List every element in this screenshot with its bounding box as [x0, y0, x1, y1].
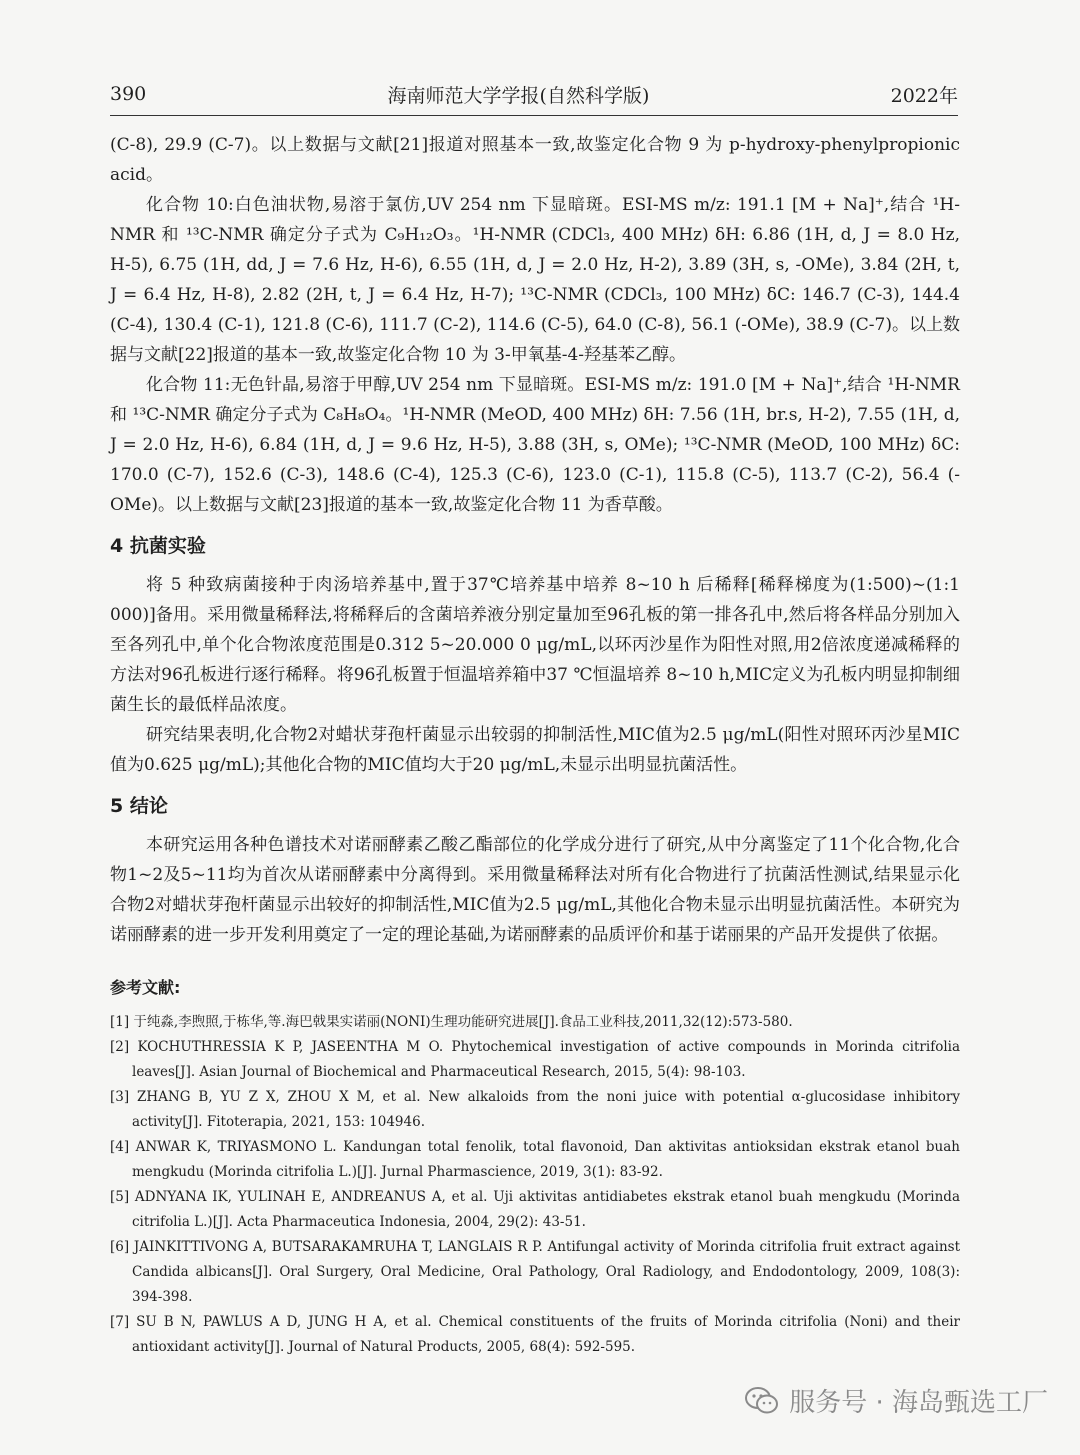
paragraph-method: 将 5 种致病菌接种于肉汤培养基中,置于37℃培养基中培养 8~10 h 后稀释[稀释梯度为(1:500)~(1:1 000)]备用。采用微量稀释法,将稀释后的含菌培养液分别定量加至96孔板的第一排各孔中,然后将各样品分别加入至各列孔中,单个化合物浓度范围是0.312 5~20.000 0 μg/mL,以环丙沙星作为阳性对照,用2倍浓度递减稀释的方法对96孔板进行逐行稀释。将96孔板置于恒温培养箱中37 ℃恒温培养 8~10 h,MIC定义为孔板内明显抑制细菌生长的最低样品浓度。	[110, 575, 960, 715]
reference-item: [6] JAINKITTIVONG A, BUTSARAKAMRUHA T, LANGLAIS R P. Antifungal activity of Morinda citrifolia fruit extract against Candida albicans[J]. Oral Surgery, Oral Medicine, Oral Pathology, Oral Radiology, and Endodontology, 2009, 108(3): 394-398.	[110, 1239, 960, 1305]
page-number: 390	[110, 83, 147, 105]
watermark	[745, 1382, 1048, 1419]
references-title: 参考文献:	[110, 978, 181, 997]
paragraph-conclusion: 本研究运用各种色谱技术对诺丽酵素乙酸乙酯部位的化学成分进行了研究,从中分离鉴定了11个化合物,化合物1~2及5~11均为首次从诺丽酵素中分离得到。采用微量稀释法对所有化合物进行了抗菌活性测试,结果显示化合物2对蜡状芽孢杆菌显示出较好的抑制活性,MIC值为2.5 μg/mL,其他化合物未显示出明显抗菌活性。本研究为诺丽酵素的进一步开发利用奠定了一定的理论基础,为诺丽酵素的品质评价和基于诺丽果的产品开发提供了依据。	[110, 835, 960, 945]
reference-item: [3] ZHANG B, YU Z X, ZHOU X M, et al. New alkaloids from the noni juice with potential α-glucosidase inhibitory activity[J]. Fitoterapia, 2021, 153: 104946.	[110, 1089, 960, 1130]
reference-item: [5] ADNYANA IK, YULINAH E, ANDREANUS A, et al. Uji aktivitas antidiabetes ekstrak etanol buah mengkudu (Morinda citrifolia L.)[J]. Acta Pharmaceutica Indonesia, 2004, 29(2): 43-51.	[110, 1189, 960, 1230]
journal-title: 海南师范大学学报(自然科学版)	[387, 84, 650, 107]
reference-item: [7] SU B N, PAWLUS A D, JUNG H A, et al. Chemical constituents of the fruits of Morinda citrifolia (Noni) and their antioxidant activity[J]. Journal of Natural Products, 2005, 68(4): 592-595.	[110, 1314, 960, 1355]
watermark-text: 服务号 · 海岛甄选工厂	[789, 1388, 1048, 1418]
reference-item: [2] KOCHUTHRESSIA K P, JASEENTHA M O. Phytochemical investigation of active compounds in Morinda citrifolia leaves[J]. Asian Journal of Biochemical and Pharmaceutical Research, 2015, 5(4): 98-103.	[110, 1039, 960, 1080]
paragraph-compound-11: 化合物 11:无色针晶,易溶于甲醇,UV 254 nm 下显暗斑。ESI-MS m/z: 191.0 [M + Na]⁺,结合 ¹H-NMR 和 ¹³C-NMR 确定分子式为 C₈H₈O₄。¹H-NMR (MeOD, 400 MHz) δH: 7.56 (1H, br.s, H-2), 7.55 (1H, d, J = 2.0 Hz, H-6), 6.84 (1H, d, J = 9.6 Hz, H-5), 3.88 (3H, s, OMe); ¹³C-NMR (MeOD, 100 MHz) δC: 170.0 (C-7), 152.6 (C-3), 148.6 (C-4), 125.3 (C-6), 123.0 (C-1), 115.8 (C-5), 113.7 (C-2), 56.4 (-OMe)。以上数据与文献[23]报道的基本一致,故鉴定化合物 11 为香草酸。	[110, 375, 960, 515]
article-body	[110, 130, 960, 1360]
publication-year: 2022年	[890, 84, 958, 107]
section-heading-conclusion: 5 结论	[110, 795, 168, 817]
paragraph-compound-9: (C-8), 29.9 (C-7)。以上数据与文献[21]报道对照基本一致,故鉴定化合物 9 为 p-hydroxy-phenylpropionic acid。	[110, 135, 960, 185]
running-header	[110, 76, 958, 112]
header-rule	[110, 115, 958, 116]
wechat-icon	[745, 1386, 779, 1416]
reference-item: [1] 于纯淼,李煦照,于栋华,等.海巴戟果实诺丽(NONI)生理功能研究进展[J].食品工业科技,2011,32(12):573-580.	[110, 1014, 793, 1030]
reference-item: [4] ANWAR K, TRIYASMONO L. Kandungan total fenolik, total flavonoid, Dan aktivitas antioksidan ekstrak etanol buah mengkudu (Morinda citrifolia L.)[J]. Jurnal Pharmascience, 2019, 3(1): 83-92.	[110, 1139, 960, 1180]
paragraph-compound-10: 化合物 10:白色油状物,易溶于氯仿,UV 254 nm 下显暗斑。ESI-MS m/z: 191.1 [M + Na]⁺,结合 ¹H-NMR 和 ¹³C-NMR 确定分子式为 C₉H₁₂O₃。¹H-NMR (CDCl₃, 400 MHz) δH: 6.86 (1H, d, J = 8.0 Hz, H-5), 6.75 (1H, dd, J = 7.6 Hz, H-6), 6.55 (1H, d, J = 2.0 Hz, H-2), 3.89 (3H, s, -OMe), 3.84 (2H, t, J = 6.4 Hz, H-8), 2.82 (2H, t, J = 6.4 Hz, H-7); ¹³C-NMR (CDCl₃, 100 MHz) δC: 146.7 (C-3), 144.4 (C-4), 130.4 (C-1), 121.8 (C-6), 111.7 (C-2), 114.6 (C-5), 64.0 (C-8), 56.1 (-OMe), 38.9 (C-7)。以上数据与文献[22]报道的基本一致,故鉴定化合物 10 为 3-甲氧基-4-羟基苯乙醇。	[110, 195, 960, 365]
paragraph-results: 研究结果表明,化合物2对蜡状芽孢杆菌显示出较弱的抑制活性,MIC值为2.5 μg/mL(阳性对照环丙沙星MIC值为0.625 μg/mL);其他化合物的MIC值均大于20 μg/mL,未显示出明显抗菌活性。	[110, 725, 960, 775]
section-heading-antibacterial: 4 抗菌实验	[110, 535, 206, 557]
